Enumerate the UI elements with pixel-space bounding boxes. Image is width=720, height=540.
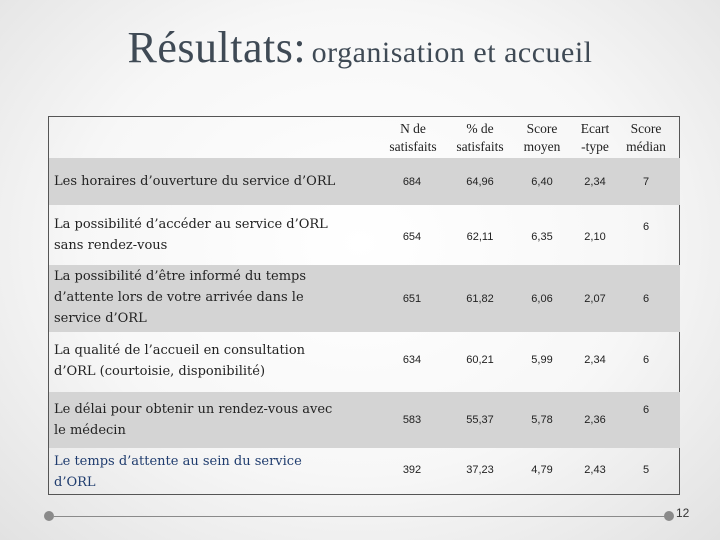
- value-pct: 61,82: [466, 293, 494, 305]
- value-n: 583: [402, 414, 422, 426]
- value-mean: 6,06: [531, 293, 553, 305]
- value-mean: 4,79: [531, 464, 553, 476]
- value-sd: 2,34: [584, 176, 606, 188]
- row-label-line: Le délai pour obtenir un rendez-vous avec: [54, 402, 333, 417]
- value-median: 6: [642, 354, 650, 366]
- footer-line: [54, 516, 666, 517]
- value-pct: 64,96: [466, 176, 494, 188]
- value-mean: 6,40: [531, 176, 553, 188]
- title-sub: organisation et accueil: [311, 36, 593, 69]
- value-sd: 2,10: [584, 231, 606, 243]
- row-label-line: service d’ORL: [54, 311, 147, 326]
- value-sd: 2,36: [584, 414, 606, 426]
- table-row: [49, 205, 680, 265]
- header-line: N de: [400, 121, 426, 136]
- header-line: satisfaits: [389, 139, 437, 154]
- header-score-moyen: [514, 120, 570, 156]
- value-mean: 5,99: [531, 354, 553, 366]
- footer-right-dot: [664, 511, 674, 521]
- header-line: moyen: [523, 139, 561, 154]
- row-label-line: Les horaires d’ouverture du service d’ORL: [54, 174, 336, 189]
- header-ecart-type: [572, 120, 618, 156]
- value-pct: 55,37: [466, 414, 494, 426]
- table-top-border: [48, 116, 680, 117]
- value-pct: 62,11: [466, 231, 494, 243]
- row-label-line: Le temps d’attente au sein du service: [54, 454, 302, 469]
- value-median: 6: [642, 293, 650, 305]
- header-score-median: [618, 120, 674, 156]
- header-pct-satisfaits: [448, 120, 512, 156]
- row-label-line: La possibilité d’accéder au service d’ORL: [54, 217, 328, 232]
- value-sd: 2,34: [584, 354, 606, 366]
- value-median: 5: [642, 464, 650, 476]
- footer-left-dot: [44, 511, 54, 521]
- value-n: 651: [402, 293, 422, 305]
- header-line: satisfaits: [456, 139, 504, 154]
- table-row: [49, 448, 680, 494]
- row-label-line: La possibilité d’être informé du temps: [54, 269, 307, 284]
- row-label-line: d’attente lors de votre arrivée dans le: [54, 290, 304, 305]
- page-number: 12: [676, 506, 690, 520]
- value-n: 634: [402, 354, 422, 366]
- value-sd: 2,07: [584, 293, 606, 305]
- value-n: 392: [402, 464, 422, 476]
- row-label-line: le médecin: [54, 423, 126, 438]
- value-pct: 37,23: [466, 464, 494, 476]
- table-row: [49, 392, 680, 448]
- table-row: [49, 158, 680, 205]
- value-mean: 6,35: [531, 231, 553, 243]
- table-row: [49, 265, 680, 332]
- header-line: Ecart: [580, 121, 610, 136]
- row-label: [54, 214, 364, 256]
- value-pct: 60,21: [466, 354, 494, 366]
- value-n: 654: [402, 231, 422, 243]
- row-label-line: d’ORL (courtoisie, disponibilité): [54, 364, 266, 379]
- value-median: 6: [642, 404, 650, 416]
- value-median: 6: [642, 221, 650, 233]
- header-line: -type: [581, 139, 609, 154]
- header-line: Score: [630, 121, 662, 136]
- row-label: [54, 340, 364, 382]
- slide-title: [0, 22, 720, 73]
- row-label-line: sans rendez-vous: [54, 238, 168, 253]
- table-bottom-border: [48, 494, 680, 495]
- row-label: [54, 171, 364, 192]
- row-label: [54, 451, 364, 493]
- header-line: Score: [526, 121, 558, 136]
- value-median: 7: [642, 176, 650, 188]
- value-sd: 2,43: [584, 464, 606, 476]
- row-label: [54, 399, 364, 441]
- row-label-line: La qualité de l’accueil en consultation: [54, 343, 306, 358]
- header-line: médian: [626, 139, 666, 154]
- value-mean: 5,78: [531, 414, 553, 426]
- header-n-satisfaits: [381, 120, 445, 156]
- header-line: % de: [466, 121, 494, 136]
- value-n: 684: [402, 176, 422, 188]
- row-label: [54, 266, 364, 329]
- title-main: Résultats:: [127, 23, 307, 72]
- table-row: [49, 332, 680, 392]
- row-label-line: d’ORL: [54, 475, 96, 490]
